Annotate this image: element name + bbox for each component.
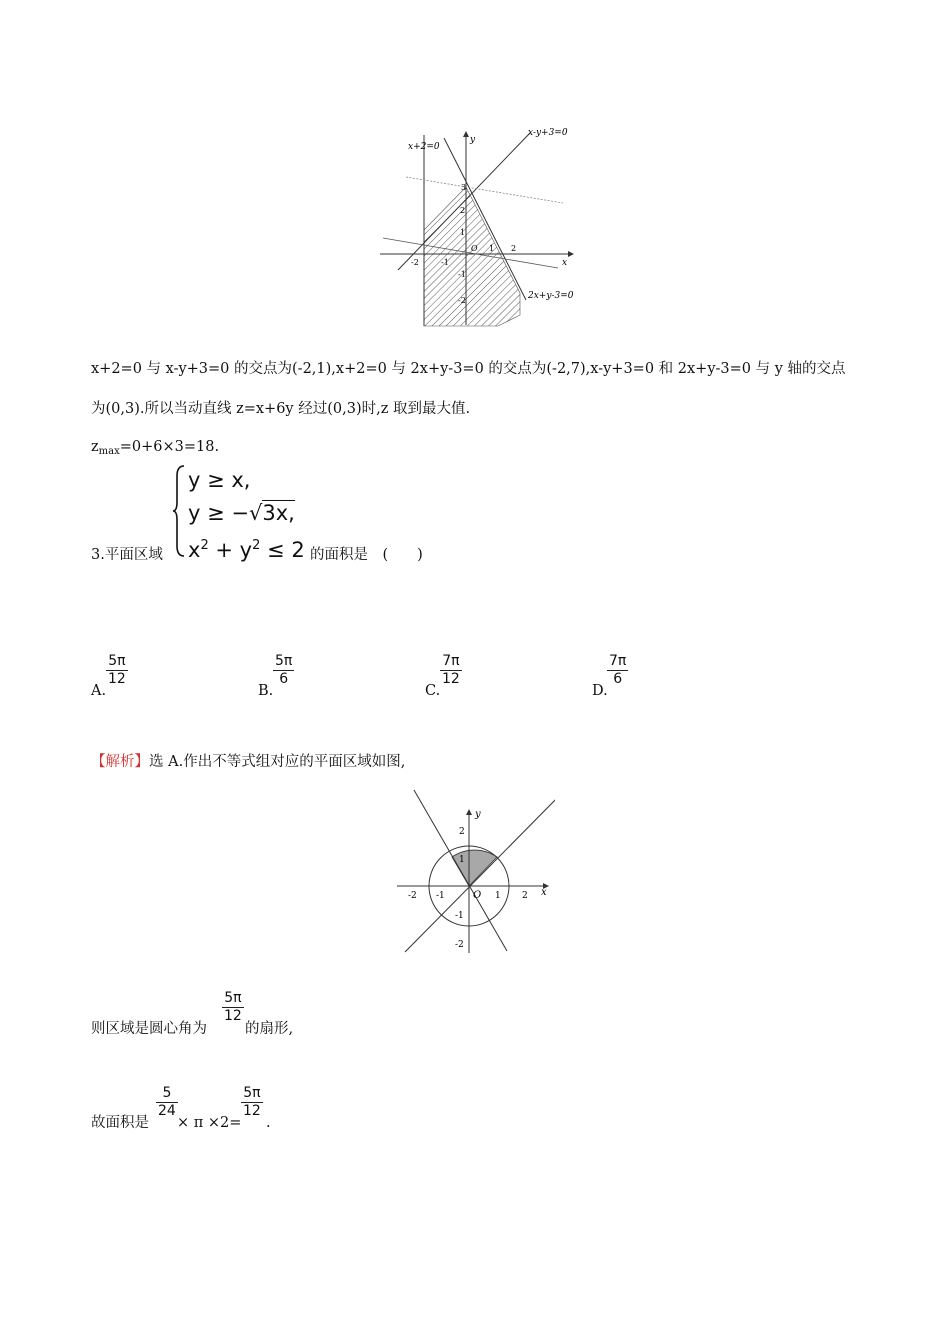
para1-line2: 为(0,3).所以当动直线 z=x+6y 经过(0,3)时,z 取到最大值. bbox=[91, 401, 471, 417]
label-x-plus-2: x+2=0 bbox=[408, 142, 440, 152]
tick-x-neg1: -1 bbox=[441, 258, 449, 267]
system-sup-2: 2 bbox=[252, 538, 261, 553]
option-a-den: 12 bbox=[108, 671, 126, 687]
x-axis-label: x bbox=[562, 258, 568, 268]
y-axis-2-label: y bbox=[475, 809, 481, 820]
tick-x2-neg2: -2 bbox=[408, 891, 417, 901]
sector-figure bbox=[395, 785, 555, 957]
area-den2: 12 bbox=[243, 1103, 261, 1119]
option-d-num: 7π bbox=[609, 653, 627, 669]
analysis-text: 选 A.作出不等式组对应的平面区域如图, bbox=[149, 754, 406, 770]
tick-y2-neg1: -1 bbox=[455, 911, 464, 921]
area-num2: 5π bbox=[243, 1085, 261, 1101]
option-b-letter: B. bbox=[258, 683, 274, 699]
option-a-letter: A. bbox=[91, 683, 107, 699]
system-row-2 bbox=[188, 497, 295, 529]
zmax-z: z bbox=[91, 439, 99, 455]
feasible-region-figure bbox=[378, 125, 578, 330]
label-x-minus-y-plus-3: x-y+3=0 bbox=[528, 128, 568, 138]
option-c-fraction bbox=[440, 653, 462, 688]
area-after: . bbox=[266, 1115, 271, 1131]
label-2x-plus-y-minus-3: 2x+y-3=0 bbox=[528, 291, 574, 301]
tick-y-1: 1 bbox=[460, 228, 466, 237]
zmax-rest: =0+6×3=18. bbox=[119, 439, 220, 455]
origin-2-label: O bbox=[473, 890, 482, 901]
option-d-den: 6 bbox=[613, 671, 623, 687]
sector-fraction bbox=[222, 990, 244, 1025]
system-row-1 bbox=[188, 464, 250, 496]
line-y-eq-neg-sqrt3-x bbox=[414, 790, 507, 951]
sqrt-icon: √ bbox=[248, 501, 263, 525]
x-axis-2-label: x bbox=[541, 887, 547, 898]
origin-label: O bbox=[471, 244, 478, 253]
tick-y-neg2: -2 bbox=[458, 296, 466, 305]
system-sup-1: 2 bbox=[200, 538, 209, 553]
para1-line1: x+2=0 与 x-y+3=0 的交点为(-2,1),x+2=0 与 2x+y-3=0 的交点为(-2,7),x-y+3=0 和 2x+y-3=0 与 y 轴的交点 bbox=[91, 361, 846, 377]
tick-y2-1: 1 bbox=[459, 855, 465, 865]
tick-y-2: 2 bbox=[460, 206, 466, 215]
sector-den: 12 bbox=[224, 1008, 242, 1024]
system-eq-1: y ≥ x, bbox=[188, 468, 251, 492]
option-b-fraction bbox=[273, 653, 294, 688]
area-mid: × π ×2= bbox=[177, 1115, 242, 1131]
tick-x2-2: 2 bbox=[522, 891, 528, 901]
zmax-sub: max bbox=[98, 446, 120, 457]
option-c-letter: C. bbox=[425, 683, 441, 699]
tick-y2-neg2: -2 bbox=[455, 940, 464, 950]
area-fraction-1 bbox=[156, 1085, 178, 1120]
area-num1: 5 bbox=[162, 1085, 172, 1101]
tick-x2-neg1: -1 bbox=[436, 891, 445, 901]
sector-before: 则区域是圆心角为 bbox=[91, 1021, 207, 1037]
system-brace bbox=[172, 464, 186, 558]
option-c-num: 7π bbox=[442, 653, 460, 669]
area-fraction-2 bbox=[241, 1085, 263, 1120]
tick-y-3: 3 bbox=[461, 183, 467, 192]
shaded-region bbox=[424, 187, 520, 326]
tick-y-neg1: -1 bbox=[458, 270, 466, 279]
y-axis-label: y bbox=[470, 135, 476, 145]
question3-prefix: 3.平面区域 bbox=[91, 547, 163, 563]
system-eq-3c: ≤ 2 bbox=[260, 538, 305, 562]
tick-x-neg2: -2 bbox=[411, 258, 419, 267]
tick-y2-2: 2 bbox=[459, 827, 465, 837]
x-axis-arrow-icon bbox=[568, 251, 574, 257]
option-c-den: 12 bbox=[442, 671, 460, 687]
sector-after: 的扇形, bbox=[245, 1021, 294, 1037]
system-eq-2b: 3x, bbox=[262, 501, 295, 525]
option-d-letter: D. bbox=[592, 683, 608, 699]
option-b-num: 5π bbox=[275, 653, 293, 669]
tick-x-1: 1 bbox=[489, 244, 495, 253]
zmax-line bbox=[91, 437, 219, 462]
option-a-fraction bbox=[106, 653, 128, 688]
sector-num: 5π bbox=[224, 990, 242, 1006]
tick-x2-1: 1 bbox=[495, 891, 501, 901]
question3-suffix: 的面积是 ( ) bbox=[310, 547, 423, 563]
system-row-3 bbox=[188, 530, 305, 566]
y-axis-2-arrow-icon bbox=[466, 809, 472, 815]
tick-x-2: 2 bbox=[511, 244, 517, 253]
analysis-tag: 【解析】 bbox=[91, 754, 149, 770]
y-axis-arrow-icon bbox=[463, 131, 469, 137]
analysis-line bbox=[91, 752, 405, 772]
system-eq-3a: x bbox=[188, 538, 201, 562]
area-before: 故面积是 bbox=[91, 1115, 149, 1131]
option-d-fraction bbox=[607, 653, 628, 688]
area-den1: 24 bbox=[158, 1103, 176, 1119]
option-b-den: 6 bbox=[279, 671, 289, 687]
system-eq-3b: + y bbox=[208, 538, 253, 562]
system-eq-2a: y ≥ − bbox=[188, 501, 249, 525]
option-a-num: 5π bbox=[108, 653, 126, 669]
